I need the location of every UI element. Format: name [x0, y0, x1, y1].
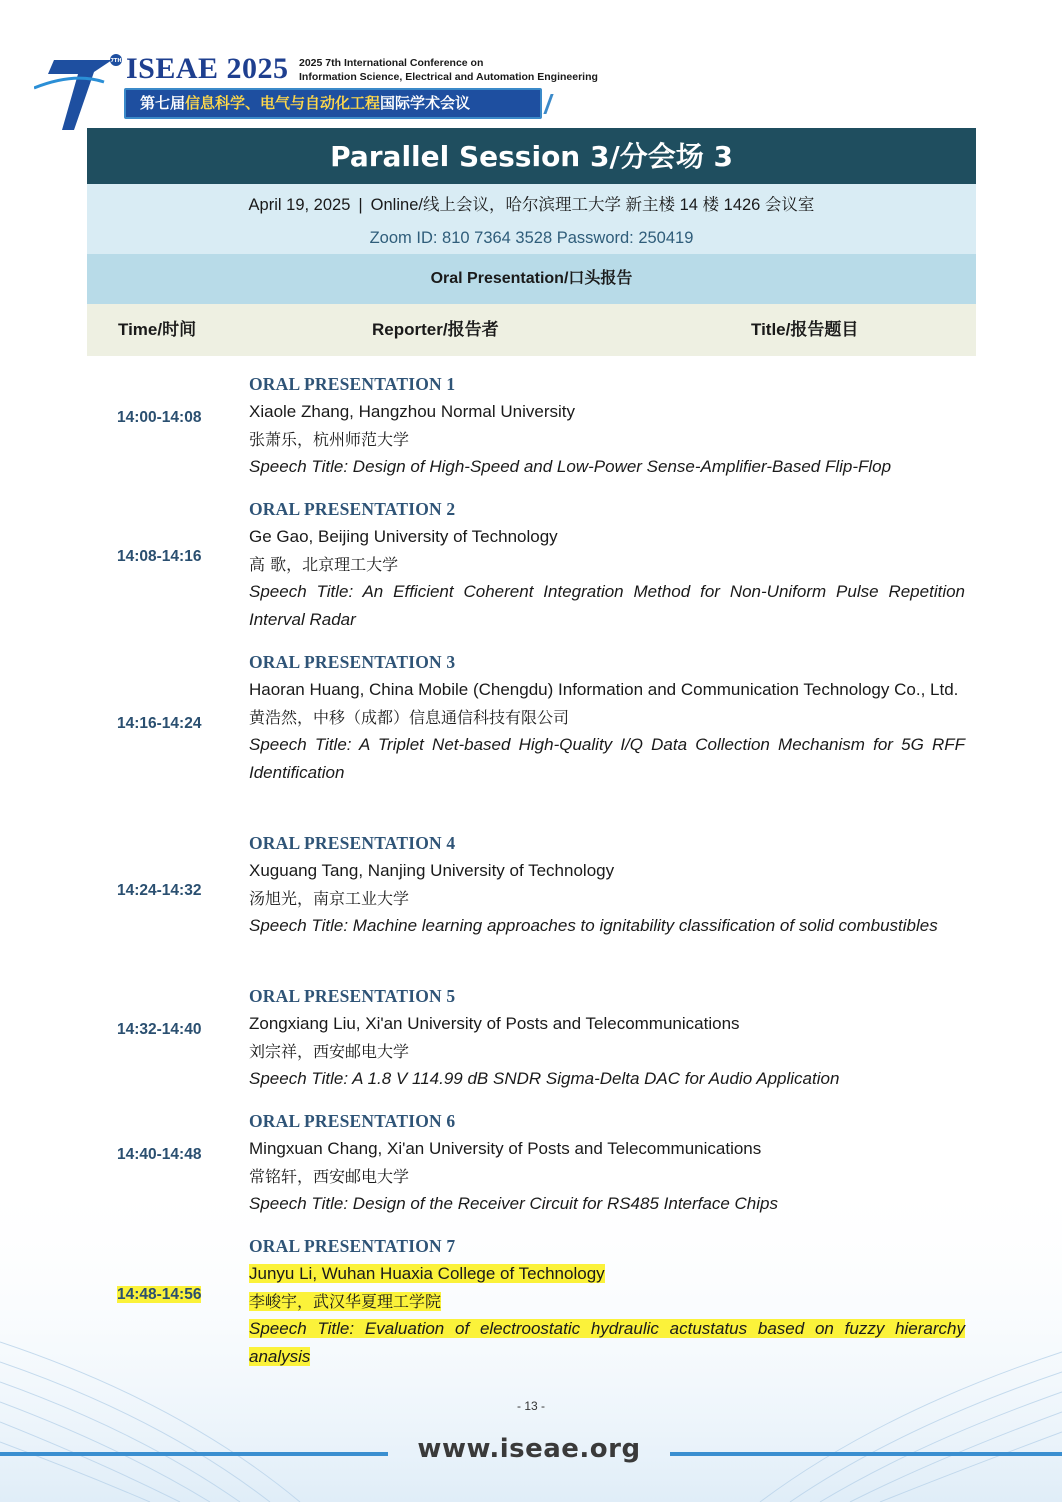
presentation-body	[249, 495, 965, 634]
speech-title: Speech Title: Machine learning approaches to ignitability classification of solid combustibles	[249, 916, 938, 935]
reporter-en: Xuguang Tang, Nanjing University of Technology	[249, 861, 615, 880]
page-number: - 13 -	[516, 1399, 545, 1413]
presentation-label: ORAL PRESENTATION 2	[249, 499, 456, 519]
session-venue: Online/线上会议，哈尔滨理工大学 新主楼 14 楼 1426 会议室	[370, 196, 815, 214]
column-header-row	[87, 304, 976, 356]
conference-title-en-line2: Information Science, Electrical and Automation Engineering	[299, 71, 598, 83]
presentation-body	[249, 1232, 965, 1371]
column-header-time: Time/时间	[118, 320, 197, 339]
reporter-en-text: Junyu Li, Wuhan Huaxia College of Technology	[249, 1264, 605, 1283]
presentation-label: ORAL PRESENTATION 1	[249, 374, 456, 394]
speech-title	[249, 1315, 965, 1371]
conference-title-cn	[124, 88, 542, 119]
footer-divider-left	[0, 1452, 388, 1456]
presentation-time: 14:24-14:32	[117, 882, 202, 899]
reporter-cn: 黄浩然，中移（成都）信息通信科技有限公司	[249, 707, 570, 727]
session-date-venue	[87, 194, 976, 216]
reporter-en	[249, 1260, 965, 1288]
presentation-time: 14:00-14:08	[117, 409, 202, 426]
reporter-cn: 刘宗祥，西安邮电大学	[249, 1041, 410, 1061]
presentation-body	[249, 648, 965, 787]
presentation-label: ORAL PRESENTATION 3	[249, 652, 456, 672]
column-header-reporter: Reporter/报告者	[372, 320, 499, 339]
presentation-body	[249, 829, 965, 940]
presentation-body	[249, 982, 965, 1093]
speech-title: Speech Title: An Efficient Coherent Integration Method for Non-Uniform Pulse Repetition Interval Radar	[249, 582, 965, 629]
presentation-time: 14:08-14:16	[117, 548, 202, 565]
separator: |	[358, 196, 363, 214]
conference-title-cn-part1: 第七届	[140, 94, 186, 112]
presentation-label: ORAL PRESENTATION 5	[249, 986, 456, 1006]
presentation-body	[249, 1107, 965, 1218]
presentation-label: ORAL PRESENTATION 6	[249, 1111, 456, 1131]
speech-title: Speech Title: A 1.8 V 114.99 dB SNDR Sigma-Delta DAC for Audio Application	[249, 1069, 840, 1088]
reporter-cn-text: 李峻宇，武汉华夏理工学院	[249, 1291, 442, 1311]
reporter-cn: 高 歌，北京理工大学	[249, 554, 399, 574]
footer-divider-right	[670, 1452, 1062, 1456]
speech-title-text: Speech Title: Evaluation of electroostatic hydraulic actustatus based on fuzzy hierarchy analysis	[249, 1319, 965, 1366]
footer-website[interactable]: www.iseae.org	[417, 1434, 641, 1464]
reporter-en: Mingxuan Chang, Xi'an University of Posts and Telecommunications	[249, 1139, 762, 1158]
presentation-label: ORAL PRESENTATION 4	[249, 833, 456, 853]
conference-title-en-line1: 2025 7th International Conference on	[299, 57, 484, 69]
presentation-time: 14:40-14:48	[117, 1146, 202, 1163]
presentation-body	[249, 370, 965, 481]
session-type: Oral Presentation/口头报告	[87, 254, 976, 304]
speech-title: Speech Title: A Triplet Net-based High-Quality I/Q Data Collection Mechanism for 5G RFF Identification	[249, 735, 965, 782]
conference-title-cn-part2: 信息科学、电气与自动化工程	[185, 94, 381, 112]
reporter-cn: 汤旭光，南京工业大学	[249, 888, 410, 908]
presentation-time	[117, 1286, 201, 1304]
reporter-cn: 常铭轩，西安邮电大学	[249, 1166, 410, 1186]
zoom-info: Zoom ID: 810 7364 3528 Password: 250419	[369, 229, 694, 247]
column-header-title: Title/报告题目	[751, 320, 859, 339]
presentation-time: 14:32-14:40	[117, 1021, 202, 1038]
session-title: Parallel Session 3/分会场 3	[87, 128, 976, 184]
reporter-en: Xiaole Zhang, Hangzhou Normal University	[249, 402, 575, 421]
banner-accent	[532, 94, 553, 114]
presentation-time-text: 14:48-14:56	[117, 1286, 202, 1303]
reporter-cn: 张萧乐，杭州师范大学	[249, 429, 410, 449]
reporter-cn	[249, 1288, 965, 1316]
edition-mark: 7TH	[110, 58, 122, 64]
conference-acronym: ISEAE 2025	[126, 52, 289, 85]
conference-logo-icon	[34, 52, 129, 132]
session-header	[87, 128, 976, 356]
reporter-en: Zongxiang Liu, Xi'an University of Posts and Telecommunications	[249, 1014, 740, 1033]
session-info	[87, 184, 976, 254]
presentation-label: ORAL PRESENTATION 7	[249, 1236, 456, 1256]
reporter-en: Haoran Huang, China Mobile (Chengdu) Information and Communication Technology Co., Ltd.	[249, 680, 959, 699]
speech-title: Speech Title: Design of High-Speed and Low-Power Sense-Amplifier-Based Flip-Flop	[249, 457, 892, 476]
session-date: April 19, 2025	[248, 196, 351, 214]
speech-title: Speech Title: Design of the Receiver Circuit for RS485 Interface Chips	[249, 1194, 778, 1213]
conference-title-en	[299, 56, 598, 84]
reporter-en: Ge Gao, Beijing University of Technology	[249, 527, 558, 546]
presentation-time: 14:16-14:24	[117, 715, 202, 732]
conference-title-cn-part3: 国际学术会议	[380, 94, 471, 112]
